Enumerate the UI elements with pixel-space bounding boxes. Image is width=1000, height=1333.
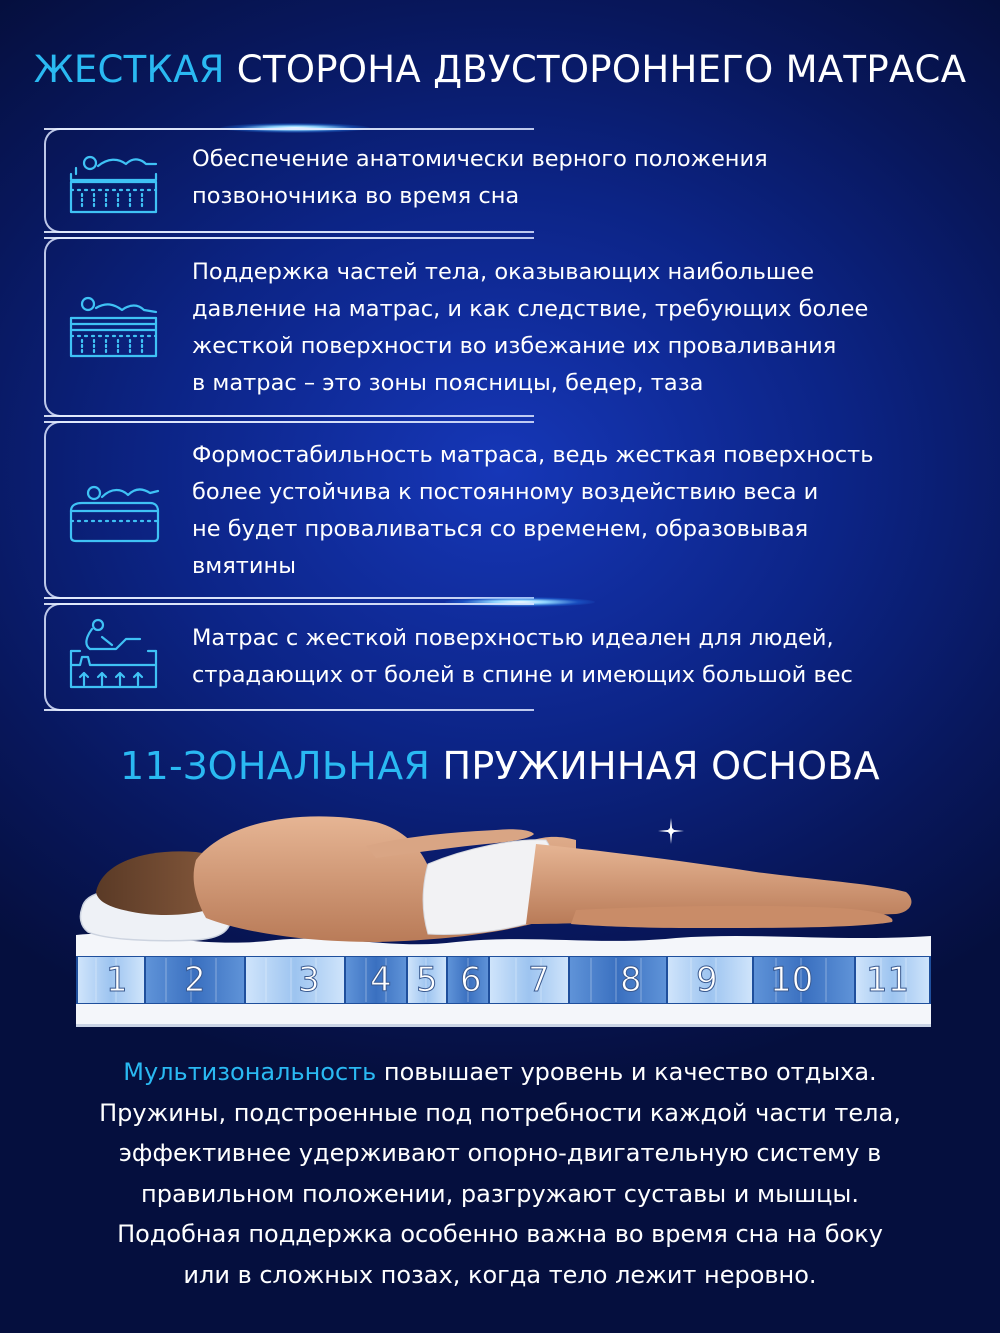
feature-text-4: [192, 620, 972, 694]
feature-line: в матрас – это зоны поясницы, бедер, таза: [192, 370, 704, 396]
feature-line: Формостабильность матраса, ведь жесткая поверхность: [192, 442, 874, 468]
multizone-description: [30, 1052, 970, 1295]
feature-line: Обеспечение анатомически верного положения: [192, 146, 768, 172]
feature-line: жесткой поверхности во избежание их проваливания: [192, 333, 837, 359]
zone-number: 1: [106, 960, 128, 1000]
feature-card-2: [44, 237, 869, 417]
zone-number: 5: [416, 960, 438, 1000]
main-heading-rest: СТОРОНА ДВУСТОРОННЕГО МАТРАСА: [224, 48, 967, 91]
feature-line: не будет проваливаться со временем, образовывая: [192, 516, 809, 542]
feature-line: вмятины: [192, 553, 296, 579]
feature-line: Матрас с жесткой поверхностью идеален для людей,: [192, 625, 834, 651]
zone-number: 7: [528, 960, 550, 1000]
description-line: правильном положении, разгружают суставы и мышцы.: [141, 1179, 859, 1208]
description-line: или в сложных позах, когда тело лежит неровно.: [183, 1260, 817, 1289]
mattress-illustration: [76, 800, 931, 1030]
feature-text-1: [192, 141, 972, 215]
feature-line: более устойчива к постоянному воздействию веса и: [192, 479, 819, 505]
description-line: эффективнее удерживают опорно-двигательную систему в: [118, 1139, 882, 1167]
zone-number: 2: [184, 960, 206, 1000]
zone-number: 10: [770, 960, 814, 1000]
zone-number: 6: [460, 960, 482, 1000]
spine-alignment-icon: [68, 152, 160, 220]
zone-number: 11: [866, 960, 910, 1000]
feature-line: Поддержка частей тела, оказывающих наибольшее: [192, 259, 815, 285]
zones-heading-rest: ПРУЖИННАЯ ОСНОВА: [430, 744, 880, 788]
description-line: [30, 1052, 970, 1093]
feature-text-2: [192, 254, 972, 402]
feature-card-4: [44, 603, 853, 711]
description-line: Пружины, подстроенные под потребности каждой части тела,: [99, 1098, 901, 1127]
main-heading: [0, 48, 1000, 91]
feature-line: давление на матрас, и как следствие, требующих более: [192, 296, 869, 322]
main-heading-accent: ЖЕСТКАЯ: [33, 48, 225, 91]
description-first-rest: повышает уровень и качество отдыха.: [376, 1058, 877, 1086]
back-pain-relief-icon: [68, 617, 160, 697]
zones-heading-accent: 11-ЗОНАЛЬНАЯ: [120, 744, 431, 788]
feature-card-3: [44, 421, 874, 599]
description-line: Подобная поддержка особенно важна во время сна на боку: [117, 1220, 883, 1248]
description-accent: Мультизональность: [123, 1058, 377, 1086]
zone-number: 4: [370, 960, 392, 1000]
form-stability-icon: [68, 481, 160, 547]
zone-number: 9: [696, 960, 718, 1000]
zone-number: 8: [620, 960, 642, 1000]
body-support-icon: [68, 294, 160, 364]
feature-line: позвоночника во время сна: [192, 183, 520, 209]
feature-card-1: [44, 128, 768, 233]
feature-text-3: [192, 437, 972, 585]
zones-heading: [0, 744, 1000, 788]
zone-number: 3: [298, 960, 320, 1000]
feature-line: страдающих от болей в спине и имеющих большой вес: [192, 662, 853, 688]
